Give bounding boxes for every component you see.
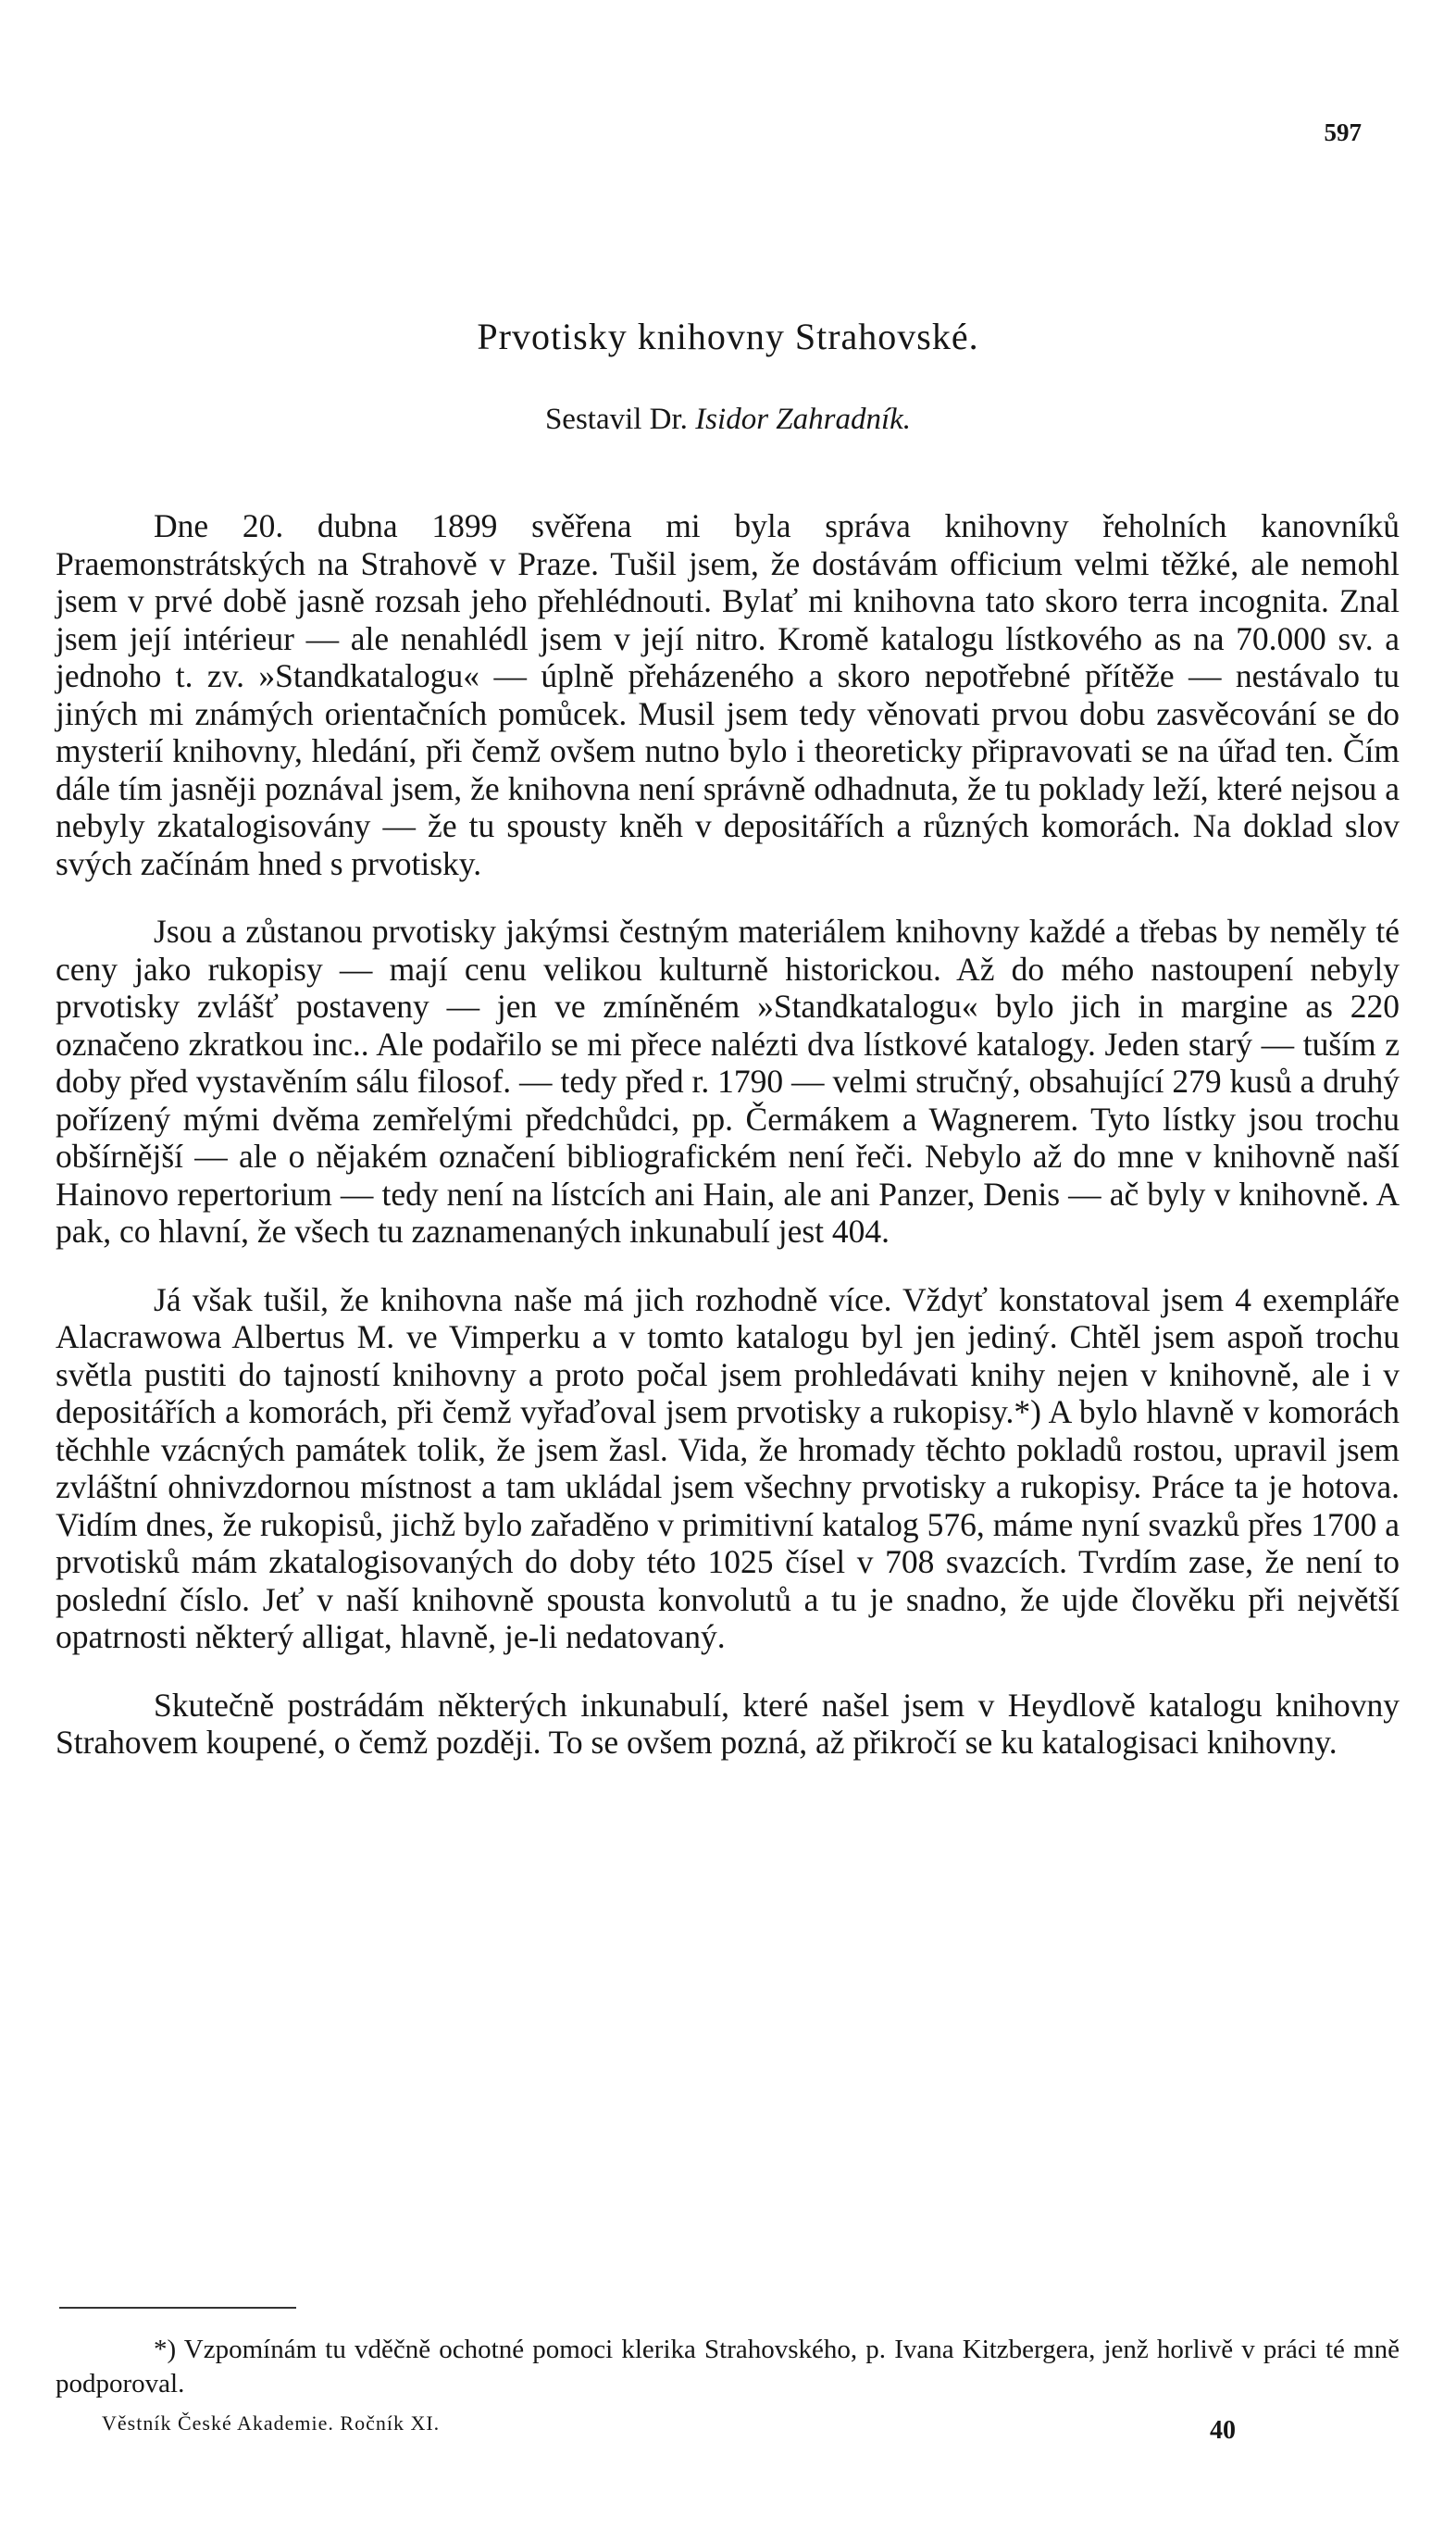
byline-author: Isidor Zahradník. — [695, 403, 912, 436]
paragraph: Dne 20. dubna 1899 svěřena mi byla správa knihovny řeholních kanovníků Praemonstrátských na Strahově v Praze. Tušil jsem, že dostávám officium velmi těžké, ale nemohl jsem v prvé době jasně rozsah jeho přehlédnouti. Bylať mi knihovna tato skoro terra incognita. Znal jsem její intérieur — ale nenahlédl jsem v její nitro. Kromě katalogu lístkového as na 70.000 sv. a jednoho t. zv. »Standkatalogu« — úplně přeházeného a skoro nepotřebné přítěže — nestávalo tu jiných mi známých orientačních pomůcek. Musil jsem tedy věnovati prvou dobu zasvěcování se do mysterií knihovny, hledání, při čemž ovšem nutno bylo i theoreticky připravovati se na úřad ten. Čím dále tím jasněji poznával jsem, že knihovna není správně odhadnuta, že tu poklady leží, které nejsou a nebyly zkatalogisovány — že tu spousty kněh v depositářích a různých komorách. Na doklad slov svých začínám hned s prvotisky. — [56, 507, 1400, 882]
sheet-number: 40 — [1210, 2416, 1236, 2445]
paragraph: Skutečně postrádám některých inkunabulí, které našel jsem v Heydlově katalogu knihovny Strahovem koupené, o čemž později. To se ovšem pozná, až přikročí se ku katalogisaci knihovny. — [56, 1686, 1400, 1761]
article-body — [56, 507, 1400, 1792]
footnote-divider — [59, 2307, 296, 2309]
byline — [0, 403, 1456, 437]
paragraph: Jsou a zůstanou prvotisky jakýmsi čestným materiálem knihovny každé a třebas by neměly té ceny jako rukopisy — mají cenu velikou kulturně historickou. Až do mého nastoupení nebyly prvotisky zvlášť postaveny — jen ve zmíněném »Standkatalogu« bylo jich in margine as 220 označeno zkratkou inc.. Ale podařilo se mi přece nalézti dva lístkové katalogy. Jeden starý — tuším z doby před vystavěním sálu filosof. — tedy před r. 1790 — velmi stručný, obsahující 279 kusů a druhý pořízený mými dvěma zemřelými předchůdci, pp. Čermákem a Wagnerem. Tyto lístky jsou trochu obšírnější — ale o nějakém označení bibliografickém není řeči. Nebylo až do mne v knihovně naší Hainovo repertorium — tedy není na lístcích ani Hain, ale ani Panzer, Denis — ač byly v knihovně. A pak, co hlavní, že všech tu zaznamenaných inkunabulí jest 404. — [56, 913, 1400, 1250]
page-number: 597 — [1324, 118, 1362, 146]
footnote: *) Vzpomínám tu vděčně ochotné pomoci klerika Strahovského, p. Ivana Kitzbergera, jenž horlivě v práci té mně podporoval. — [56, 2335, 1400, 2398]
byline-prefix: Sestavil Dr. — [544, 403, 688, 436]
article-title: Prvotisky knihovny Strahovské. — [477, 316, 979, 357]
paragraph: Já však tušil, že knihovna naše má jich rozhodně více. Vždyť konstatoval jsem 4 exempláře Alacrawowa Albertus M. ve Vimperku a v tomto katalogu byl jen jediný. Chtěl jsem aspoň trochu světla pustiti do tajností knihovny a proto počal jsem prohledávati knihy nejen v knihovně, ale i v depositářích a komorách, při čemž vyřaďoval jsem prvotisky a rukopisy.*) A bylo hlavně v komorách těchhle vzácných památek tolik, že jsem žasl. Vida, že hromady těchto pokladů rostou, upravil jsem zvláštní ohnivzdornou místnost a tam ukládal jsem všechny prvotisky a rukopisy. Práce ta je hotova. Vidím dnes, že rukopisů, jichž bylo zařaděno v primitivní katalog 576, máme nyní svazků přes 1700 a prvotisků mám zkatalogisovaných do doby této 1025 čísel v 708 svazcích. Tvrdím zase, že není to poslední číslo. Jeť v naší knihovně spousta konvolutů a tu je snadno, že ujde člověku při největší opatrnosti některý alligat, hlavně, je-li nedatovaný. — [56, 1280, 1400, 1655]
journal-signature: Věstník České Akademie. Ročník XI. — [102, 2411, 441, 2435]
